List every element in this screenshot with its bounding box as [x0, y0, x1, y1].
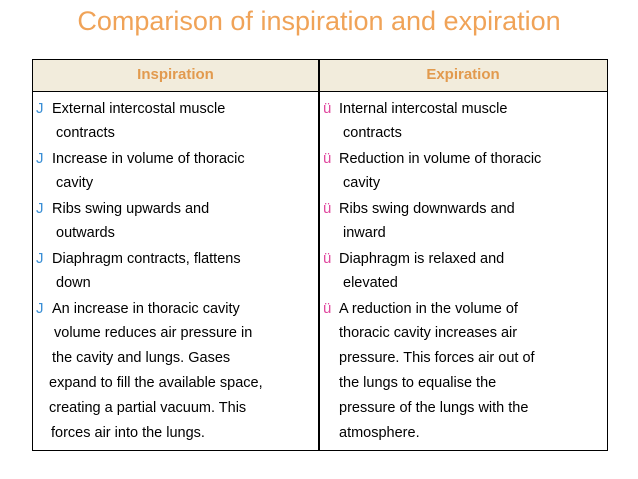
list-item-continuation: the cavity and lungs. Gases	[52, 350, 231, 366]
inspiration-column	[36, 96, 316, 446]
list-item-continuation: contracts	[56, 125, 115, 141]
list-item-continuation: pressure of the lungs with the	[339, 400, 529, 416]
bullet-icon: J	[36, 250, 44, 267]
list-item-continuation: contracts	[343, 125, 402, 141]
list-item: ü Reduction in volume of thoracic	[323, 146, 605, 171]
bullet-icon: J	[36, 150, 44, 167]
list-item: J External intercostal muscle	[36, 96, 316, 121]
table-header-row	[33, 60, 607, 92]
bullet-icon: ü	[323, 300, 332, 317]
page-title: Comparison of inspiration and expiration	[77, 6, 561, 36]
column-divider	[318, 60, 320, 450]
list-item-continuation: the lungs to equalise the	[339, 375, 497, 391]
list-item-continuation: creating a partial vacuum. This	[49, 400, 247, 416]
list-item-continuation: forces air into the lungs.	[51, 425, 205, 441]
bullet-icon: ü	[323, 100, 332, 117]
list-item: J Ribs swing upwards and	[36, 196, 316, 221]
list-item-continuation: elevated	[343, 275, 398, 291]
list-item-continuation: outwards	[56, 225, 115, 241]
bullet-icon: ü	[323, 250, 332, 267]
list-item-continuation: expand to fill the available space,	[49, 375, 263, 391]
header-inspiration: Inspiration	[137, 66, 214, 83]
list-item-continuation: inward	[343, 225, 386, 241]
list-item: J An increase in thoracic cavity	[36, 296, 316, 321]
comparison-table	[32, 59, 608, 451]
list-item-continuation: volume reduces air pressure in	[54, 325, 253, 341]
list-item-continuation: cavity	[56, 175, 94, 191]
list-item-continuation: down	[56, 275, 91, 291]
bullet-icon: ü	[323, 200, 332, 217]
bullet-icon: J	[36, 200, 44, 217]
expiration-column	[323, 96, 605, 446]
bullet-icon: ü	[323, 150, 332, 167]
list-item-continuation: atmosphere.	[339, 425, 420, 441]
list-item: J Increase in volume of thoracic	[36, 146, 316, 171]
bullet-icon: J	[36, 300, 44, 317]
list-item-continuation: thoracic cavity increases air	[339, 325, 518, 341]
list-item: ü Diaphragm is relaxed and	[323, 246, 605, 271]
header-expiration: Expiration	[426, 66, 500, 83]
bullet-icon: J	[36, 100, 44, 117]
list-item: J Diaphragm contracts, flattens	[36, 246, 316, 271]
list-item: ü A reduction in the volume of	[323, 296, 605, 321]
list-item-continuation: pressure. This forces air out of	[339, 350, 535, 366]
list-item-continuation: cavity	[343, 175, 381, 191]
list-item: ü Internal intercostal muscle	[323, 96, 605, 121]
list-item: ü Ribs swing downwards and	[323, 196, 605, 221]
